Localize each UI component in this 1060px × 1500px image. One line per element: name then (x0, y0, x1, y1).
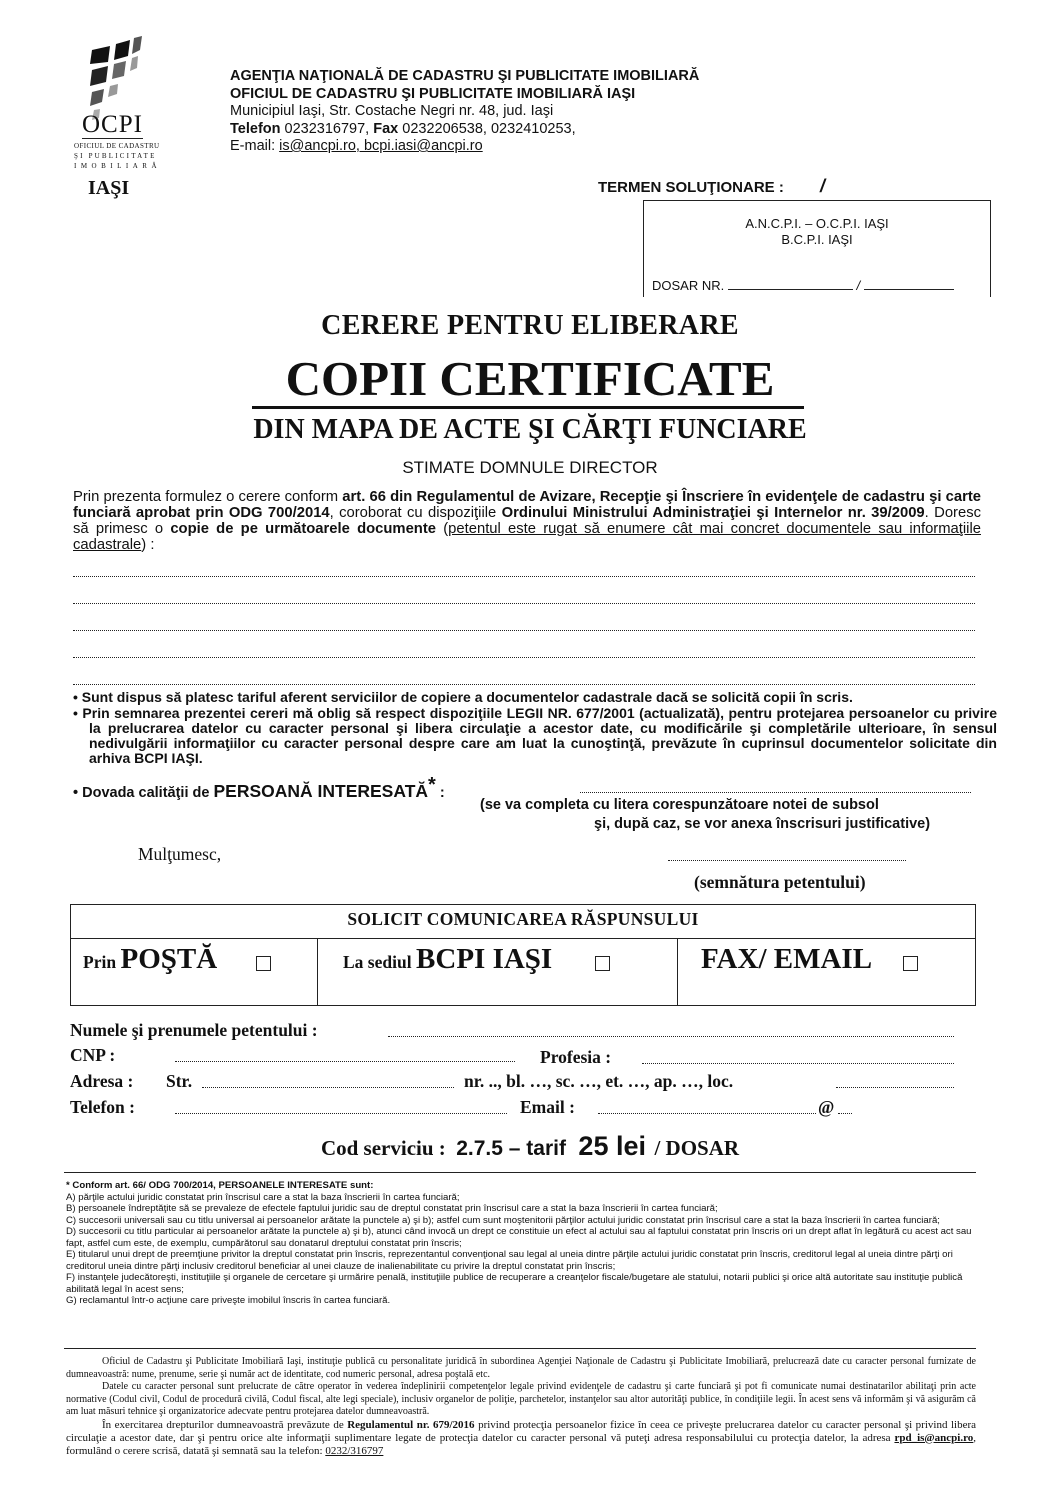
service-label: Cod serviciu : (320, 1136, 446, 1160)
posta-checkbox[interactable] (256, 956, 271, 971)
proof-title: PERSOANĂ INTERESATĂ (213, 780, 429, 801)
document-line-2[interactable] (73, 593, 975, 604)
intro-paragraph (73, 489, 981, 553)
privacy-email-link[interactable]: rpd_is@ancpi.ro (894, 1431, 974, 1444)
office-emails: is@ancpi.ro, bcpi.iasi@ancpi.ro (279, 138, 483, 154)
email-at: @ (818, 1097, 835, 1117)
intro-text-4: ( (436, 521, 449, 537)
office-address: Municipiul Iaşi, Str. Costache Negri nr. 48, jud. Iaşi (230, 103, 554, 119)
intro-text-5: ) : (141, 537, 155, 553)
phone-label: Telefon (230, 120, 281, 137)
sediu-checkbox[interactable] (595, 956, 610, 971)
sediu-label: BCPI IAŞI (416, 943, 553, 975)
proof-input[interactable] (580, 780, 971, 793)
email-label: E-mail: (230, 138, 276, 154)
footnote-e: E) titularul unui drept de preemţiune privitor la dreptul constatat prin înscris, reprezentantul convenţional sau legal al uneia dintre părţile actului juridic constatat prin înscris, creditorul legal al uneia dintre părţi ori creditorul uneia dintre părţi inclusiv creditorul beneficiar al unei clauze de inalienabilitate cu privire la dreptul constatat prin înscris; (66, 1249, 953, 1272)
logo-mark-icon (82, 34, 172, 122)
office-email-line (230, 138, 699, 156)
cnp-label: CNP : (70, 1045, 116, 1065)
document-line-3[interactable] (73, 620, 975, 631)
footnote-block (66, 1180, 976, 1307)
title-line1: CERERE PENTRU ELIBERARE (321, 310, 739, 341)
document-line-1[interactable] (73, 566, 975, 577)
privacy-p3-text-1: În exercitarea drepturilor dumneavoastră prevăzute de (102, 1418, 348, 1431)
dosar-slash: / (856, 278, 861, 293)
signature-label: (semnătura petentului) (694, 872, 866, 892)
termen-solutionare (598, 176, 825, 197)
bullet-law: • Prin semnarea prezentei cereri mă oblig să respect dispoziţiile LEGII NR. 677/2001 (actualizată), pentru protejarea persoanelor cu privire la prelucrarea datelor cu caracter personal şi libera circulaţie a acestor date, cu modificările şi completările ulterioare, în sensul nedivulgării informaţiilor cu caracter personal despre care am luat la cunoştinţă, prevăzute în cuprinsul documentelor solicitate din arhiva BCPI IAŞI. (73, 705, 998, 766)
fax-email-label: FAX/ EMAIL (701, 943, 873, 975)
profesia-input[interactable] (642, 1053, 954, 1064)
footnote-divider (64, 1348, 976, 1349)
logo (60, 34, 190, 204)
service-amount: 25 lei (578, 1131, 646, 1161)
fax-label: Fax (373, 120, 399, 137)
proof-star: * (428, 774, 436, 796)
document-line-5[interactable] (73, 674, 975, 685)
document-line-4[interactable] (73, 647, 975, 658)
posta-label: POŞTĂ (120, 943, 218, 975)
office-phone-line (230, 121, 699, 139)
dosar-label: DOSAR NR. (652, 278, 725, 293)
proof-colon: : (435, 784, 445, 801)
service-unit: / DOSAR (654, 1136, 740, 1160)
email-field-label: Email : (520, 1097, 575, 1117)
intro-text-3: . Doresc să primesc o (73, 505, 982, 537)
thanks: Mulţumesc, (138, 844, 222, 864)
footnote-a: A) părţile actului juridic constatat prin înscrisul care a stat la baza înscrierii în cartea funciară; (66, 1191, 460, 1203)
sediu-prefix: La sediul (343, 952, 412, 972)
title-line2: COPII CERTIFICATE (285, 351, 775, 406)
bullet-proof: • Dovada calităţii de PERSOANĂ INTERESATĂ* : (73, 774, 445, 801)
adresa-label: Adresa : (70, 1071, 134, 1091)
bullet-tariff-text: Sunt dispus să platesc tariful aferent serviciilor de copiere a documentelor cadastrale dacă se solicită copii în scris. (81, 689, 853, 705)
privacy-regulation: Regulamentul nr. 679/2016 (347, 1418, 475, 1431)
privacy-p2: Datele cu caracter personal sunt prelucrate de către operator în vederea îndeplinirii competenţelor legale privind evidenţele de cadastru şi carte funciară şi pot fi comunicate numai destinatarilor abilitaţi prin acte normative (Codul civil, Codul de procedură civilă, Codul fiscal, alte legi speciale), inclusiv organelor de poliţie, parchetelor, instanţelor sau altor autorităţi publice, în condiţiile legii. În acest sens vă informăm şi vă asigurăm că am luat măsuri tehnice şi organizatorice adecvate pentru protejarea datelor dumneavoastră. (66, 1381, 976, 1417)
option-fax-email[interactable] (701, 943, 918, 976)
intro-request: copie de pe următoarele documente (170, 521, 437, 537)
logo-name: OCPI (82, 111, 143, 138)
option-sediu[interactable] (343, 943, 610, 976)
service-code-value: 2.7.5 – tarif (456, 1137, 566, 1160)
email-domain-input[interactable] (838, 1103, 852, 1114)
termen-slash: / (820, 176, 826, 196)
service-divider (64, 1172, 976, 1173)
option-posta[interactable] (83, 943, 271, 976)
posta-prefix: Prin (83, 952, 117, 972)
fax-email-checkbox[interactable] (903, 956, 918, 971)
street-label: Str. (166, 1071, 193, 1091)
communication-title: SOLICIT COMUNICAREA RĂSPUNSULUI (347, 909, 699, 929)
dosar-nr (652, 277, 978, 293)
email-input[interactable] (598, 1103, 816, 1114)
signature-line[interactable] (668, 852, 906, 861)
privacy-p3-text-2: privind protecţia persoanelor fizice în ceea ce priveşte prelucrarea datelor cu caracter personal şi privind libera circulaţie a acestor date, dar şi pentru orice alte informaţii suplimentare legate de protecţia datelor cu caracter personal vă puteţi adresa responsabilului cu protecţia datelor, la adresa (66, 1418, 977, 1444)
footnote-b: B) persoanele îndreptăţite să se prevaleze de efectele faptului juridic sau de dreptul constatat prin înscrisul care a stat la baza înscrierii în cartea funciară; (66, 1203, 718, 1214)
title-line3: DIN MAPA DE ACTE ŞI CĂRŢI FUNCIARE (253, 414, 807, 445)
privacy-p1: Oficiul de Cadastru şi Publicitate Imobiliară Iaşi, instituţie publică cu personalitate juridică în subordinea Agenţiei Naţionale de Cadastru şi Publicitate Imobiliară, prelucrează date cu caracter personal furnizate de dumneavoastră: nume, prenume, serie şi număr act de identitate, cod numeric personal, adresa poştală etc. (66, 1356, 976, 1380)
phone-number: 0232316797, (284, 120, 370, 137)
name-input[interactable] (388, 1026, 954, 1037)
registry-line2: B.C.P.I. IAŞI (781, 232, 853, 247)
bullet-tariff: • Sunt dispus să platesc tariful aferent serviciilor de copiere a documentelor cadastrale dacă se solicită copii în scris. (73, 689, 853, 705)
proof-note-1: (se va completa cu litera corespunzătoare notei de subsol (480, 797, 879, 813)
address-details: nr. .., bl. …, sc. …, et. …, ap. …, loc. (464, 1071, 734, 1091)
termen-label: TERMEN SOLUŢIONARE : (598, 179, 784, 196)
privacy-p3 (66, 1419, 976, 1458)
profesia-label: Profesia : (540, 1047, 612, 1067)
proof-note-2: şi, după caz, se vor anexa înscrisuri justificative) (594, 816, 931, 832)
agency-name: AGENŢIA NAŢIONALĂ DE CADASTRU ŞI PUBLICITATE IMOBILIARĂ (230, 68, 700, 84)
privacy-p3-text-3: , formulând o cerere scrisă, datată şi semnată sau la telefon: (66, 1431, 976, 1457)
locality-input[interactable] (836, 1077, 954, 1088)
name-label: Numele şi prenumele petentului : (70, 1020, 318, 1040)
office-name: OFICIUL DE CADASTRU ŞI PUBLICITATE IMOBILIARĂ IAŞI (230, 85, 636, 102)
addressee: STIMATE DOMNULE DIRECTOR (402, 458, 658, 477)
intro-text-2: , coroborat cu dispoziţiile (329, 505, 502, 521)
privacy-phone: 0232/316797 (325, 1444, 384, 1457)
registry-box (643, 200, 991, 297)
footnote-g: G) reclamantul într-o acţiune care priveşte imobilul înscris în cartea funciară. (66, 1295, 391, 1306)
logo-sub3: IMOBILIARĂ (74, 162, 161, 170)
footnote-d: D) succesorii cu titlu particular ai persoanelor arătate la punctele a) şi b), atunci când invocă un drept ce constituie un efect al actului sau al faptului constatat prin înscris ori un drept aflat în legătură cu acest act sau fapt, astfel cum este, de exemplu, cumpărătorul sau donatarul dreptului constatat prin înscris; (66, 1226, 972, 1249)
title-underline (252, 406, 804, 409)
fax-numbers: 0232206538, 0232410253, (402, 120, 576, 137)
service-code (0, 1131, 1060, 1162)
intro-order: Ordinului Ministrului Administraţiei şi Internelor nr. 39/2009 (501, 505, 925, 521)
privacy-notice (66, 1356, 976, 1458)
registry-line1: A.N.C.P.I. – O.C.P.I. IAŞI (745, 216, 889, 231)
logo-sub2: ŞI PUBLICITATE (74, 152, 157, 160)
logo-sub1: OFICIUL DE CADASTRU (74, 142, 160, 150)
telefon-label: Telefon : (70, 1097, 135, 1117)
intro-instruction: petentul este rugat să enumere cât mai concret documentele sau informaţiile cadastrale (73, 521, 981, 553)
telefon-input[interactable] (175, 1103, 507, 1114)
street-input[interactable] (202, 1077, 454, 1088)
cnp-input[interactable] (175, 1051, 515, 1062)
proof-prefix: Dovada calităţii de (82, 784, 214, 801)
intro-regulation: art. 66 din Regulamentul de Avizare, Recepţie şi Înscriere în evidenţele de cadastru şi carte funciară aprobat prin ODG 700/2014 (73, 489, 981, 521)
institution-header (230, 68, 699, 156)
footnote-head: * Conform art. 66/ ODG 700/2014, PERSOANELE INTERESATE sunt: (66, 1180, 374, 1191)
intro-text-1: Prin prezenta formulez o cerere conform (73, 489, 343, 505)
logo-city: IAŞI (88, 177, 130, 199)
communication-box (70, 904, 976, 1006)
bullet-law-text: Prin semnarea prezentei cereri mă oblig să respect dispoziţiile LEGII NR. 677/2001 (actualizată), pentru protejarea persoanelor cu privire la prelucrarea datelor cu caracter personal şi libera circulaţie a acestor date, cu modificările şi completările ulterioare, în sensul nedivulgării informaţiilor cu caracter personal despre care am luat la cunoştinţă, prevăzute în cuprinsul documentelor solicitate din arhiva BCPI IAŞI. (82, 705, 998, 766)
footnote-f: F) instanţele judecătoreşti, instituţiile şi organele de cercetare şi urmărire penală, instituţiile publice de recuperare a creanţelor fiscale/bugetare ale statului, notarii publici şi orice altă autoritate sau instituţie publică abilitată legal în acest sens; (66, 1272, 963, 1295)
footnote-c: C) succesorii universali sau cu titlu universal ai persoanelor arătate la punctele a) şi b); astfel cum sunt moştenitorii părţilor actului juridic constatat prin înscrisul care a stat la baza înscrierii în cartea funciară; (66, 1214, 940, 1226)
